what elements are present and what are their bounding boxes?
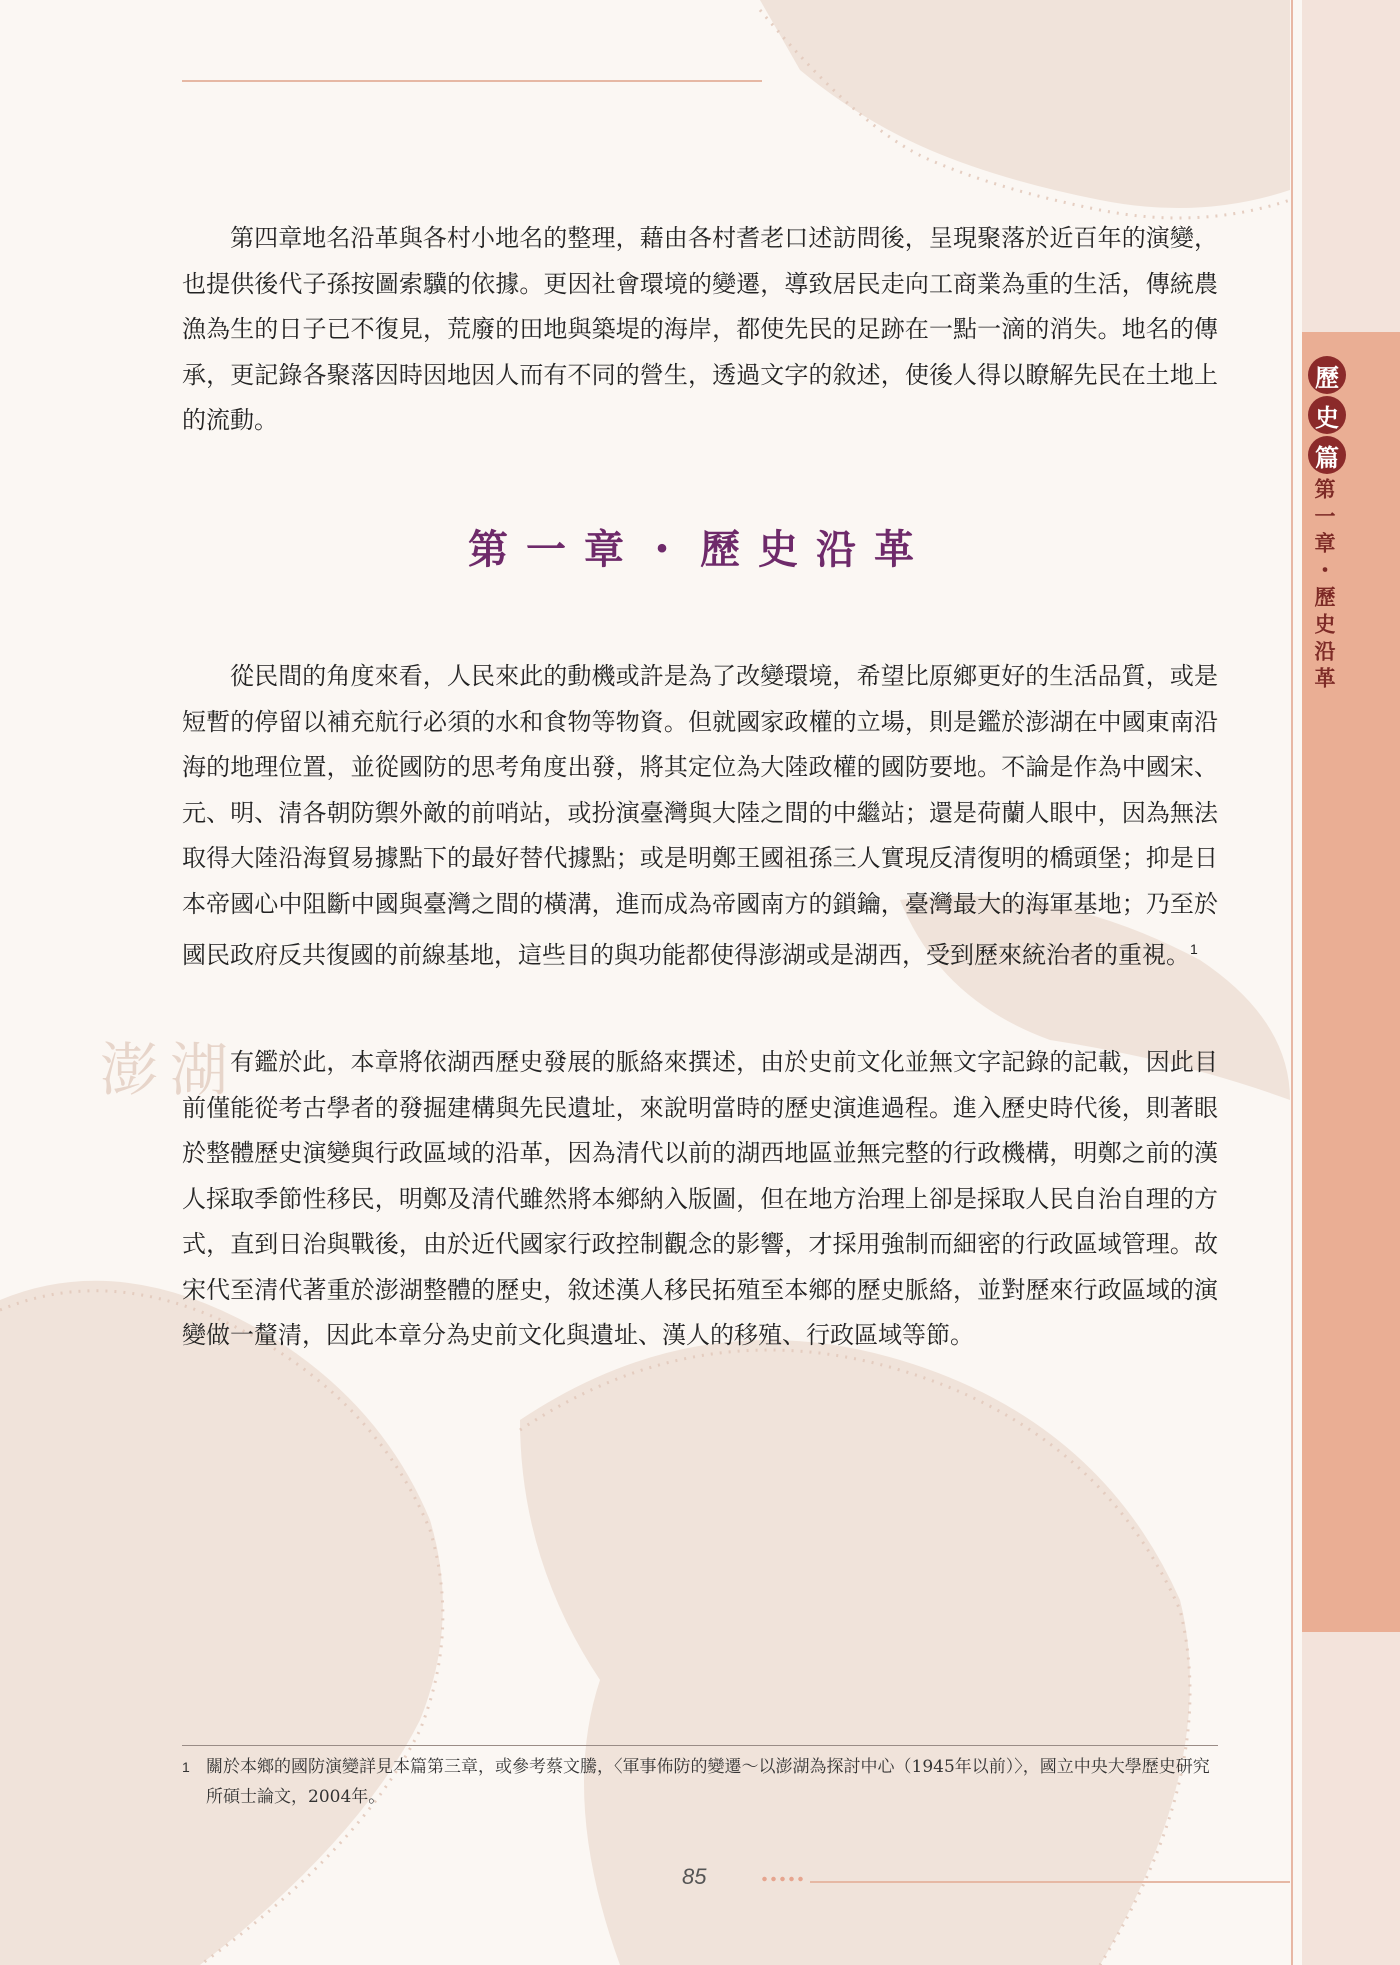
footnote [182, 1752, 1218, 1812]
section-seal-char-3: 篇 [1308, 436, 1346, 474]
section-seal-char-2: 史 [1308, 396, 1346, 434]
page-number: 85 [682, 1864, 707, 1889]
header-rule [182, 80, 762, 82]
right-island-shape [520, 1340, 1190, 1965]
footnote-text: 關於本鄉的國防演變詳見本篇第三章，或參考蔡文騰，〈軍事佈防的變遷～以澎湖為探討中心（1945年以前）〉，國立中央大學歷史研究所碩士論文，2004年。 [206, 1757, 1210, 1807]
footnote-reference[interactable]: 1 [1190, 941, 1198, 957]
map-label-peng: 澎 [100, 1036, 159, 1104]
footer-rule [810, 1881, 1290, 1883]
chapter-title: 第一章・歷史沿革 [468, 526, 932, 573]
footnote-number: 1 [182, 1759, 190, 1775]
page-number-dots [760, 1876, 806, 1882]
body-paragraph-1-text: 從民間的角度來看，人民來此的動機或許是為了改變環境，希望比原鄉更好的生活品質，或是短暫的停留以補充航行必須的水和食物等物資。但就國家政權的立場，則是鑑於澎湖在中國東南沿海的地理位置，並從國防的思考角度出發，將其定位為大陸政權的國防要地。不論是作為中國宋、元、明、清各朝防禦外敵的前哨站，或扮演臺灣與大陸之間的中繼站；還是荷蘭人眼中，因為無法取得大陸沿海貿易據點下的最好替代據點；或是明鄭王國祖孫三人實現反清復明的橋頭堡；抑是日本帝國心中阻斷中國與臺灣之間的橫溝，進而成為帝國南方的鎖鑰，臺灣最大的海軍基地；乃至於國民政府反共復國的前線基地，這些目的與功能都使得澎湖或是湖西，受到歷來統治者的重視。 [182, 662, 1218, 969]
intro-paragraph: 第四章地名沿革與各村小地名的整理，藉由各村耆老口述訪問後，呈現聚落於近百年的演變，也提供後代子孫按圖索驥的依據。更因社會環境的變遷，導致居民走向工商業為重的生活，傳統農漁為生的日子已不復見，荒廢的田地與築堤的海岸，都使先民的足跡在一點一滴的消失。地名的傳承，更記錄各聚落因時因地因人而有不同的營生，透過文字的敘述，使後人得以瞭解先民在土地上的流動。 [182, 224, 1218, 434]
footnote-rule [182, 1745, 1218, 1746]
top-map-fragment [760, 0, 1290, 208]
left-island-shape [0, 1281, 443, 1965]
body-paragraph-1 [182, 654, 1218, 979]
body-paragraph-2: 有鑑於此，本章將依湖西歷史發展的脈絡來撰述，由於史前文化並無文字記錄的記載，因此目前僅能從考古學者的發掘建構與先民遺址，來說明當時的歷史演進過程。進入歷史時代後，則著眼於整體歷史演變與行政區域的沿革，因為清代以前的湖西地區並無完整的行政機構，明鄭之前的漢人採取季節性移民，明鄭及清代雖然將本鄉納入版圖，但在地方治理上卻是採取人民自治自理的方式，直到日治與戰後，由於近代國家行政控制觀念的影響，才採用強制而細密的行政區域管理。故宋代至清代著重於澎湖整體的歷史，敘述漢人移民拓殖至本鄉的歷史脈絡，並對歷來行政區域的演變做一釐清，因此本章分為史前文化與遺址、漢人的移殖、行政區域等節。 [182, 1048, 1218, 1349]
sidebar-chapter-label: 第一章・歷史沿革 [1312, 478, 1337, 694]
section-seal-char-1: 歷 [1308, 356, 1346, 394]
map-label-hu: 湖 [170, 1036, 229, 1104]
sidebar-divider [1291, 0, 1293, 1965]
